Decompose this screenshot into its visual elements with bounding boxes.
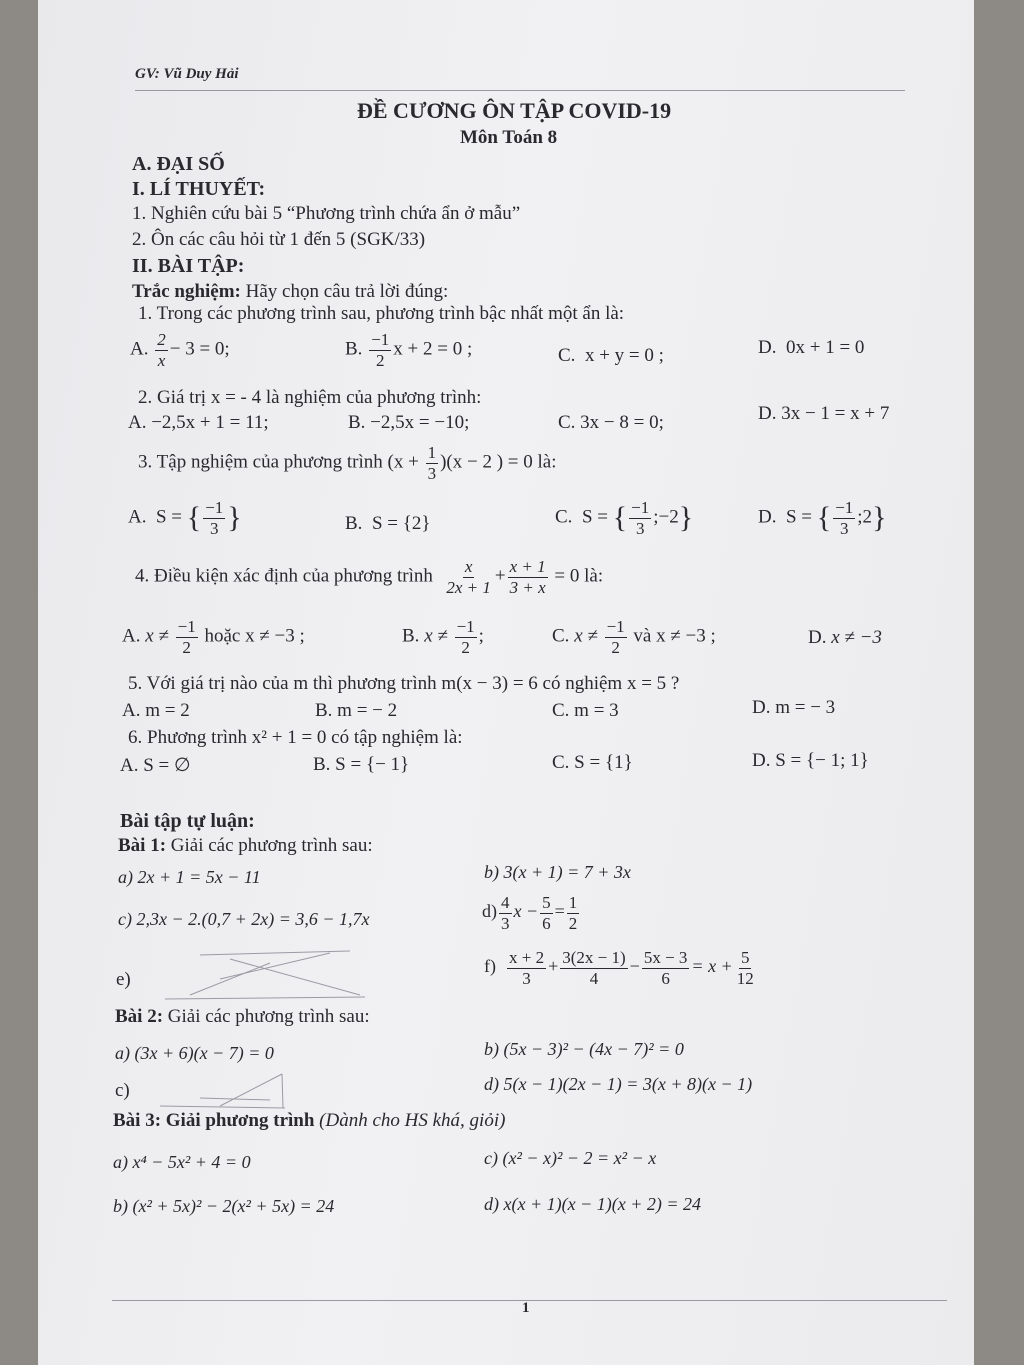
mc-heading — [132, 281, 448, 303]
q6-option-d: D. S = {− 1; 1} — [752, 750, 869, 771]
q3-option-d: D. S = { $\frac{-1}{3}$ ;2} — [758, 498, 887, 538]
q3-d-label: D. — [758, 506, 777, 528]
q4-c-den: 2 — [611, 637, 620, 657]
q3-a-fraction — [203, 498, 225, 538]
q3-b-text: S = {2} — [371, 513, 431, 534]
bai1-a: a) 2x + 1 = 5x − 11 — [118, 867, 261, 887]
q3-c-s: S = — [581, 506, 608, 528]
q6-option-c: C. S = {1} — [552, 752, 633, 773]
section-exercises: II. BÀI TẬP: — [132, 255, 245, 277]
bai1-d-n1: 4 — [501, 893, 510, 912]
q1-a-num: 2 — [157, 330, 166, 349]
theory-item-2: 2. Ôn các câu hỏi từ 1 đến 5 (SGK/33) — [132, 229, 426, 250]
q1-b-den: 2 — [375, 350, 385, 370]
q2-option-a: A. −2,5x + 1 = 11; — [128, 412, 269, 433]
bai2-c-sketch — [150, 1068, 290, 1112]
bai3-title: Bài 3: Giải phương trình — [113, 1110, 315, 1131]
q4-a-den: 2 — [182, 637, 191, 657]
q3-num: 1 — [427, 443, 437, 462]
q6-option-b: B. S = {− 1} — [313, 754, 410, 775]
q1-d-text: 0x + 1 = 0 — [785, 337, 865, 358]
q4-c-fraction — [605, 617, 627, 657]
bai1-f-d1: 3 — [522, 968, 531, 988]
mc-label: Trắc nghiệm: — [132, 281, 241, 302]
q3-a-den: 3 — [209, 518, 219, 538]
q1-option-c — [558, 345, 664, 367]
q4-d-text: x ≠ −3 — [831, 627, 882, 648]
q4-tail: = 0 là: — [554, 565, 604, 587]
q4-c-label: C. — [552, 625, 570, 647]
bai1-d-f1 — [499, 893, 512, 933]
q1-option-a — [130, 330, 230, 370]
section-algebra: A. ĐẠI SỐ — [132, 153, 225, 175]
page-number: 1 — [522, 1300, 530, 1316]
mc-instruction: Hãy chọn câu trả lời đúng: — [245, 281, 449, 302]
q4-text — [135, 557, 603, 597]
q3-c-label: C. — [555, 506, 573, 528]
q3-d-den: 3 — [839, 518, 849, 538]
q1-d-label: D. — [758, 337, 777, 358]
q6-option-a: A. S = ∅ — [120, 755, 191, 776]
q1-b-label: B. — [345, 338, 363, 360]
q3-option-b — [345, 513, 430, 535]
q1-text: 1. Trong các phương trình sau, phương trình bậc nhất một ẩn là: — [138, 303, 625, 324]
section-theory: I. LÍ THUYẾT: — [132, 178, 266, 200]
bai2-b: b) (5x − 3)² − (4x − 7)² = 0 — [484, 1039, 684, 1059]
bai2-text: Giải các phương trình sau: — [167, 1006, 370, 1027]
q3-den: 3 — [427, 463, 437, 483]
q4-d-label: D. — [808, 627, 827, 648]
bai1-d-n3: 1 — [568, 893, 578, 912]
bai1-d-n2: 5 — [542, 893, 551, 912]
bai1-f-n4: 5 — [740, 948, 750, 967]
q4-a-pre: x ≠ — [145, 625, 169, 647]
bai1-e: e) — [116, 969, 131, 990]
q3-a-label: A. — [128, 506, 147, 528]
bai1-b: b) 3(x + 1) = 7 + 3x — [484, 862, 631, 882]
bai2-title: Bài 2: — [115, 1006, 164, 1027]
bai3-heading — [113, 1110, 505, 1132]
header-rule — [135, 90, 905, 91]
bai1-c: c) 2,3x − 2.(0,7 + 2x) = 3,6 − 1,7x — [118, 909, 370, 929]
bai3-d: d) x(x + 1)(x − 1)(x + 2) = 24 — [484, 1194, 702, 1214]
q1-a-rest: − 3 = 0; — [169, 338, 230, 360]
bai1-f-f4 — [735, 948, 756, 988]
q2-text: 2. Giá trị x = - 4 là nghiệm của phương trình: — [138, 387, 482, 408]
q1-c-text: x + y = 0 ; — [584, 345, 664, 366]
essay-title: Bài tập tự luận: — [120, 810, 255, 832]
q1-a-label: A. — [130, 338, 149, 360]
q3-d-num: −1 — [835, 498, 854, 517]
bai1-heading — [118, 835, 373, 857]
q4-f1-num: x — [464, 557, 473, 576]
footer-rule — [112, 1300, 947, 1301]
q3-text-post: )(x − 2 ) = 0 là: — [440, 451, 557, 473]
q1-option-d — [758, 337, 864, 359]
bai2-d: d) 5(x − 1)(2x − 1) = 3(x + 8)(x − 1) — [484, 1074, 753, 1094]
q4-a-num: −1 — [177, 617, 196, 636]
q1-option-b — [345, 330, 472, 370]
q2-option-d: D. 3x − 1 = x + 7 — [758, 403, 890, 424]
bai1-d-d2: 6 — [542, 913, 551, 933]
bai1-f-plus: + — [548, 956, 559, 977]
q3-option-a: A. S = { $\frac{-1}{3}$ } — [128, 498, 242, 538]
bai2-heading — [115, 1006, 370, 1028]
theory-item-1: 1. Nghiên cứu bài 5 “Phương trình chứa ẩn ở mẫu” — [132, 203, 521, 224]
q4-c-num: −1 — [606, 617, 625, 636]
q2-option-c: C. 3x − 8 = 0; — [558, 412, 664, 433]
q1-b-fraction — [369, 330, 391, 370]
q4-f1 — [444, 557, 493, 597]
q4-b-fraction — [455, 617, 477, 657]
q3-c-num: −1 — [631, 498, 650, 517]
q4-b-den: 2 — [461, 637, 470, 657]
bai3-a: a) x⁴ − 5x² + 4 = 0 — [113, 1152, 251, 1172]
q3-a-s: S = — [155, 506, 183, 528]
q2-option-b: B. −2,5x = −10; — [348, 412, 470, 433]
document-subtitle: Môn Toán 8 — [460, 127, 558, 148]
q5-option-c: C. m = 3 — [552, 700, 619, 721]
bai1-f — [484, 948, 758, 988]
bai1-f-d2: 4 — [589, 968, 599, 988]
q4-plus: + — [494, 565, 506, 587]
bai1-f-d4: 12 — [736, 968, 754, 988]
q4-option-b — [402, 617, 484, 657]
q4-b-pre: x ≠ — [424, 625, 448, 647]
q4-c-post: và x ≠ −3 ; — [633, 625, 716, 647]
q4-c-pre: x ≠ — [574, 625, 598, 647]
q3-b-label: B. — [345, 513, 363, 534]
bai1-f-minus: − — [629, 956, 640, 977]
bai1-f-n3: 5x − 3 — [643, 948, 688, 967]
q3-c-fraction — [629, 498, 651, 538]
q3-text-pre: 3. Tập nghiệm của phương trình (x + — [138, 451, 419, 473]
q3-d-fraction — [833, 498, 855, 538]
q3-option-c: C. S = { $\frac{-1}{3}$ ;−2} — [555, 498, 694, 538]
bai1-f-n2: 3(2x − 1) — [562, 948, 626, 967]
q4-f2-den: 3 + x — [509, 577, 546, 597]
bai2-c: c) — [115, 1080, 130, 1101]
q1-a-fraction — [155, 330, 168, 370]
bai1-f-n1: x + 2 — [509, 948, 545, 967]
q4-b-label: B. — [402, 625, 420, 647]
q3-c-rest: ;−2 — [653, 506, 679, 528]
q1-a-den: x — [157, 350, 166, 370]
q3-a-num: −1 — [205, 498, 224, 517]
q5-option-d: D. m = − 3 — [752, 697, 836, 718]
q6-text: 6. Phương trình x² + 1 = 0 có tập nghiệm là: — [128, 727, 463, 748]
bai3-note: (Dành cho HS khá, giỏi) — [319, 1110, 506, 1131]
bai1-f-f2 — [560, 948, 627, 988]
q4-f1-den: 2x + 1 — [446, 577, 491, 597]
q4-a-label: A. — [122, 625, 141, 647]
bai1-text: Giải các phương trình sau: — [170, 835, 373, 856]
q3-c-den: 3 — [635, 518, 645, 538]
bai1-f-f3 — [642, 948, 690, 988]
bai1-d — [482, 893, 581, 933]
q4-option-a — [122, 617, 305, 657]
q4-a-post: hoặc x ≠ −3 ; — [204, 625, 305, 647]
bai3-c: c) (x² − x)² − 2 = x² − x — [484, 1148, 657, 1168]
bai1-d-d1: 3 — [501, 913, 510, 933]
q4-text-main: 4. Điều kiện xác định của phương trình — [135, 565, 433, 587]
q1-b-rest: x + 2 = 0 ; — [393, 338, 473, 360]
bai1-f-eq: = x + — [691, 956, 733, 977]
q4-f2-num: x + 1 — [509, 557, 546, 576]
q3-text — [138, 443, 556, 483]
bai2-a: a) (3x + 6)(x − 7) = 0 — [115, 1043, 274, 1063]
bai1-d-d3: 2 — [568, 913, 578, 933]
teacher-name: GV: Vũ Duy Hải — [135, 66, 239, 82]
bai1-f-d3: 6 — [661, 968, 670, 988]
bai1-d-f3 — [567, 893, 580, 933]
bai1-d-mid: x − — [513, 901, 539, 922]
q5-text: 5. Với giá trị nào của m thì phương trình m(x − 3) = 6 có nghiệm x = 5 ? — [128, 673, 680, 694]
q1-c-label: C. — [558, 345, 576, 366]
q3-fraction — [426, 443, 439, 483]
document-title: ĐỀ CƯƠNG ÔN TẬP COVID-19 — [357, 98, 672, 123]
bai1-f-label: f) — [484, 956, 496, 977]
q3-d-s: S = — [785, 506, 813, 528]
bai1-e-sketch — [160, 945, 370, 1003]
q5-option-b: B. m = − 2 — [315, 700, 398, 721]
bai1-f-f1 — [507, 948, 546, 988]
q4-b-post: ; — [478, 625, 484, 647]
bai1-d-eq: = — [554, 901, 565, 922]
q3-d-rest: ;2 — [857, 506, 873, 528]
bai1-d-label: d) — [482, 901, 497, 922]
q4-option-d — [808, 627, 882, 649]
bai1-d-f2 — [540, 893, 553, 933]
q4-a-fraction — [176, 617, 198, 657]
q4-b-num: −1 — [456, 617, 475, 636]
q1-b-num: −1 — [371, 330, 390, 349]
q5-option-a: A. m = 2 — [122, 700, 190, 721]
bai1-title: Bài 1: — [118, 835, 167, 856]
q4-f2 — [508, 557, 548, 597]
q4-option-c — [552, 617, 716, 657]
bai3-b: b) (x² + 5x)² − 2(x² + 5x) = 24 — [113, 1196, 335, 1216]
